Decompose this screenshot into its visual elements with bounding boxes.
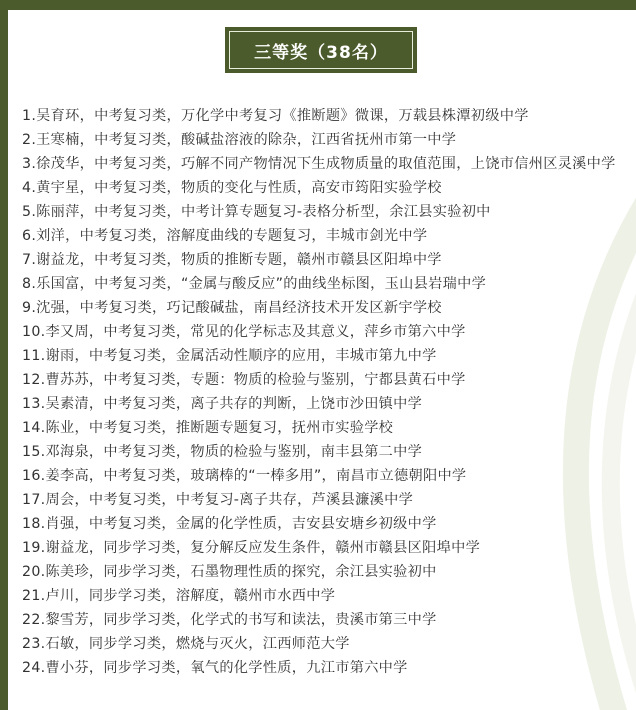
list-item: 7.谢益龙，中考复习类，物质的推断专题，赣州市赣县区阳埠中学 bbox=[22, 252, 442, 268]
section-header-frame bbox=[229, 31, 413, 69]
list-item: 8.乐国富，中考复习类，“金属与酸反应”的曲线坐标图，玉山县岩瑞中学 bbox=[22, 276, 487, 292]
list-item: 6.刘洋，中考复习类，溶解度曲线的专题复习，丰城市剑光中学 bbox=[22, 228, 428, 244]
list-item: 5.陈丽萍，中考复习类，中考计算专题复习-表格分析型，余江县实验初中 bbox=[22, 204, 491, 220]
list-item: 14.陈业，中考复习类，推断题专题复习，抚州市实验学校 bbox=[22, 420, 394, 436]
list-item: 10.李又周，中考复习类，常见的化学标志及其意义，萍乡市第六中学 bbox=[22, 324, 466, 340]
list-item: 21.卢川，同步学习类，溶解度，赣州市水西中学 bbox=[22, 588, 336, 604]
list-item: 22.黎雪芳，同步学习类，化学式的书写和读法，贵溪市第三中学 bbox=[22, 612, 437, 628]
content-panel bbox=[8, 10, 636, 710]
list-item: 16.姜李高，中考复习类，玻璃棒的“一棒多用”，南昌市立德朝阳中学 bbox=[22, 468, 467, 484]
award-list bbox=[22, 104, 626, 680]
list-item: 1.吴育环，中考复习类，万化学中考复习《推断题》微课，万载县株潭初级中学 bbox=[22, 108, 529, 124]
list-item: 17.周会，中考复习类，中考复习-离子共存，芦溪县濂溪中学 bbox=[22, 492, 414, 508]
list-item: 3.徐茂华，中考复习类，巧解不同产物情况下生成物质量的取值范围，上饶市信州区灵溪中学 bbox=[22, 156, 616, 172]
list-item: 18.肖强，中考复习类，金属的化学性质，吉安县安塘乡初级中学 bbox=[22, 516, 437, 532]
list-item: 20.陈美珍，同步学习类，石墨物理性质的探究，余江县实验初中 bbox=[22, 564, 437, 580]
list-item: 11.谢雨，中考复习类，金属活动性顺序的应用，丰城市第九中学 bbox=[22, 348, 437, 364]
list-item: 19.谢益龙，同步学习类，复分解反应发生条件，赣州市赣县区阳埠中学 bbox=[22, 540, 481, 556]
list-item: 23.石敏，同步学习类，燃烧与灭火，江西师范大学 bbox=[22, 636, 350, 652]
list-item: 4.黄宇星，中考复习类，物质的变化与性质，高安市筠阳实验学校 bbox=[22, 180, 442, 196]
section-title: 三等奖（38名） bbox=[254, 42, 388, 63]
list-item: 9.沈强，中考复习类，巧记酸碱盐，南昌经济技术开发区新宇学校 bbox=[22, 300, 442, 316]
list-item: 24.曹小芬，同步学习类，氧气的化学性质，九江市第六中学 bbox=[22, 660, 408, 676]
list-item: 15.邓海泉，中考复习类，物质的检验与鉴别，南丰县第二中学 bbox=[22, 444, 423, 460]
list-item: 2.王寒楠，中考复习类，酸碱盐溶液的除杂，江西省抚州市第一中学 bbox=[22, 132, 457, 148]
list-item: 13.吴素清，中考复习类，离子共存的判断，上饶市沙田镇中学 bbox=[22, 396, 423, 412]
list-item: 12.曹苏苏，中考复习类，专题：物质的检验与鉴别，宁都县黄石中学 bbox=[22, 372, 466, 388]
section-header bbox=[225, 27, 417, 73]
